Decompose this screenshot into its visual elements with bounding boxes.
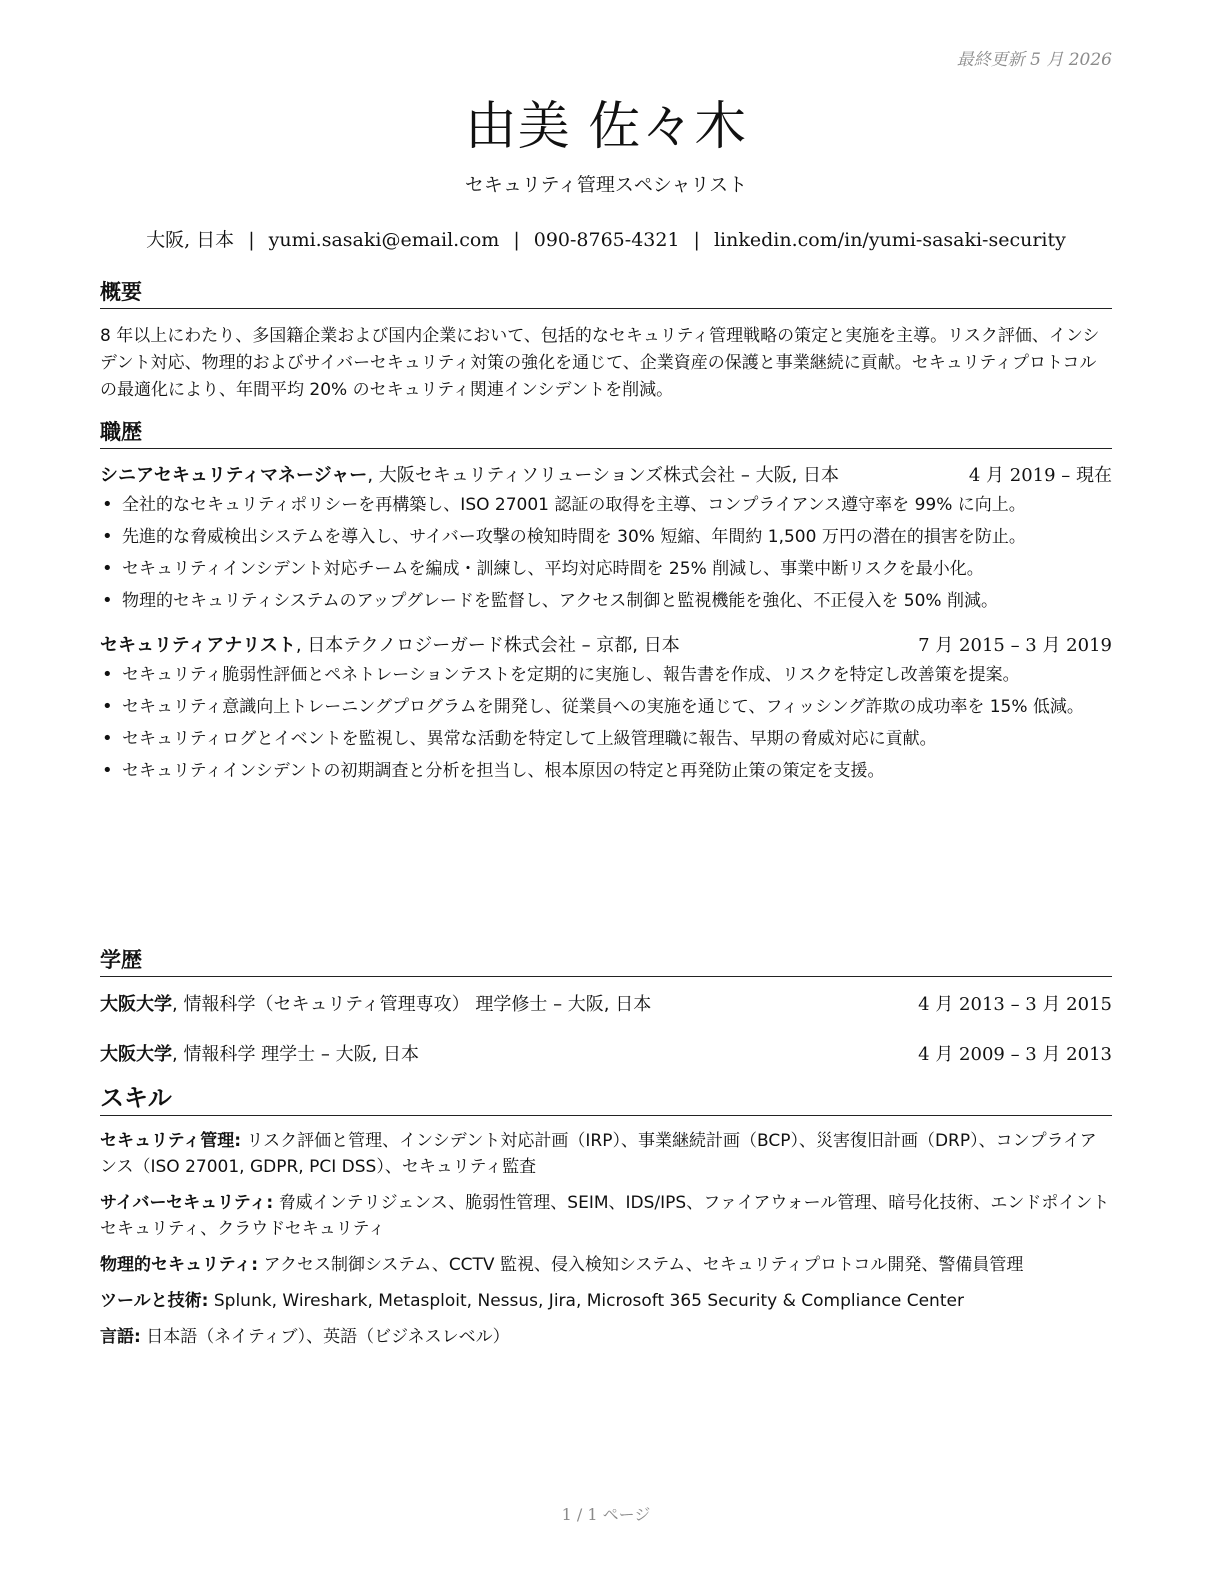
contact-separator: | [248,229,255,251]
skill-item [100,1190,1112,1242]
list-item: • 先進的な脅威検出システムを導入し、サイバー攻撃の検知時間を 30% 短縮、年間約 1,500 万円の潜在的損害を防止。 [122,524,1112,550]
list-item: • セキュリティインシデント対応チームを編成・訓練し、平均対応時間を 25% 削減し、事業中断リスクを最小化。 [122,556,1112,582]
contact-line [100,225,1112,252]
education-degree: , 情報科学（セキュリティ管理専攻） 理学修士 – 大阪, 日本 [172,994,652,1015]
job-entry [100,462,1112,614]
education-section [100,944,1112,1068]
contact-separator: | [513,229,520,251]
list-item: • セキュリティログとイベントを監視し、異常な活動を特定して上級管理職に報告、早期の脅威対応に貢献。 [122,726,1112,752]
contact-phone: 090-8765-4321 [533,229,680,251]
candidate-title: セキュリティ管理スペシャリスト [464,174,748,196]
skill-item [100,1288,1112,1314]
skill-text: 脅威インテリジェンス、脆弱性管理、SEIM、IDS/IPS、ファイアウォール管理、暗号化技術、エンドポイントセキュリティ、クラウドセキュリティ [100,1193,1110,1239]
job-bullets [100,662,1112,784]
job-dates: 4 月 2019 – 現在 [968,465,1112,486]
skill-label: 物理的セキュリティ: [100,1255,259,1275]
job-header [100,632,1112,659]
section-heading-experience: 職歴 [100,416,1112,449]
summary-section [100,276,1112,404]
job-dates: 7 月 2015 – 3 月 2019 [918,635,1112,656]
list-item: • 物理的セキュリティシステムのアップグレードを監督し、アクセス制御と監視機能を強化、不正侵入を 50% 削減。 [122,588,1112,614]
skills-section [100,1078,1112,1360]
list-item: • 全社的なセキュリティポリシーを再構築し、ISO 27001 認証の取得を主導、コンプライアンス遵守率を 99% に向上。 [122,492,1112,518]
list-item: • セキュリティ意識向上トレーニングプログラムを開発し、従業員への実施を通じて、フィッシング詐欺の成功率を 15% 低減。 [122,694,1112,720]
job-bullets [100,492,1112,614]
contact-location: 大阪, 日本 [146,229,235,251]
skill-text: Splunk, Wireshark, Metasploit, Nessus, Jira, Microsoft 365 Security & Compliance Center [208,1291,964,1311]
job-company: , 日本テクノロジーガード株式会社 – 京都, 日本 [295,635,680,656]
education-school: 大阪大学 [100,994,172,1015]
job-header [100,462,1112,489]
education-dates: 4 月 2013 – 3 月 2015 [918,994,1112,1015]
section-heading-skills: スキル [100,1078,1112,1116]
experience-section [100,416,1112,790]
list-item: • セキュリティ脆弱性評価とペネトレーションテストを定期的に実施し、報告書を作成、リスクを特定し改善策を提案。 [122,662,1112,688]
job-role: シニアセキュリティマネージャー [100,465,368,486]
job-company: , 大阪セキュリティソリューションズ株式会社 – 大阪, 日本 [367,465,840,486]
section-heading-education: 学歴 [100,944,1112,977]
last-updated: 最終更新 5 月 2026 [956,50,1112,70]
job-entry [100,632,1112,784]
skill-label: 言語: [100,1327,141,1347]
contact-linkedin[interactable]: linkedin.com/in/yumi-sasaki-security [713,229,1066,251]
resume-page [100,0,1112,1584]
education-school: 大阪大学 [100,1044,172,1065]
skill-text: 日本語（ネイティブ）、英語（ビジネスレベル） [140,1327,510,1347]
candidate-name: 由美 佐々木 [464,97,748,157]
education-degree: , 情報科学 理学士 – 大阪, 日本 [172,1044,420,1065]
skill-label: サイバーセキュリティ: [100,1193,274,1213]
skill-label: ツールと技術: [100,1291,209,1311]
summary-text: 8 年以上にわたり、多国籍企業および国内企業において、包括的なセキュリティ管理戦略の策定と実施を主導。リスク評価、インシデント対応、物理的およびサイバーセキュリティ対策の強化を通じて、企業資産の保護と事業継続に貢献。セキュリティプロトコルの最適化により、年間平均 20% のセキュリティ関連インシデントを削減。 [100,326,1100,400]
skill-text: アクセス制御システム、CCTV 監視、侵入検知システム、セキュリティプロトコル開発、警備員管理 [258,1255,1024,1275]
contact-email[interactable]: yumi.sasaki@email.com [268,229,500,251]
skill-item [100,1324,1112,1350]
skill-label: セキュリティ管理: [100,1131,242,1151]
section-heading-summary: 概要 [100,276,1112,309]
education-dates: 4 月 2009 – 3 月 2013 [918,1044,1112,1065]
education-entry [100,991,1112,1018]
skill-text: リスク評価と管理、インシデント対応計画（IRP）、事業継続計画（BCP）、災害復旧計画（DRP）、コンプライアンス（ISO 27001, GDPR, PCI DSS）、セキュリティ監査 [100,1131,1097,1177]
skill-item [100,1252,1112,1278]
skills-list [100,1128,1112,1350]
list-item: • セキュリティインシデントの初期調査と分析を担当し、根本原因の特定と再発防止策の策定を支援。 [122,758,1112,784]
job-role: セキュリティアナリスト [100,635,296,656]
page-number: 1 / 1 ページ [561,1505,651,1524]
education-entry [100,1041,1112,1068]
contact-separator: | [693,229,700,251]
skill-item [100,1128,1112,1180]
